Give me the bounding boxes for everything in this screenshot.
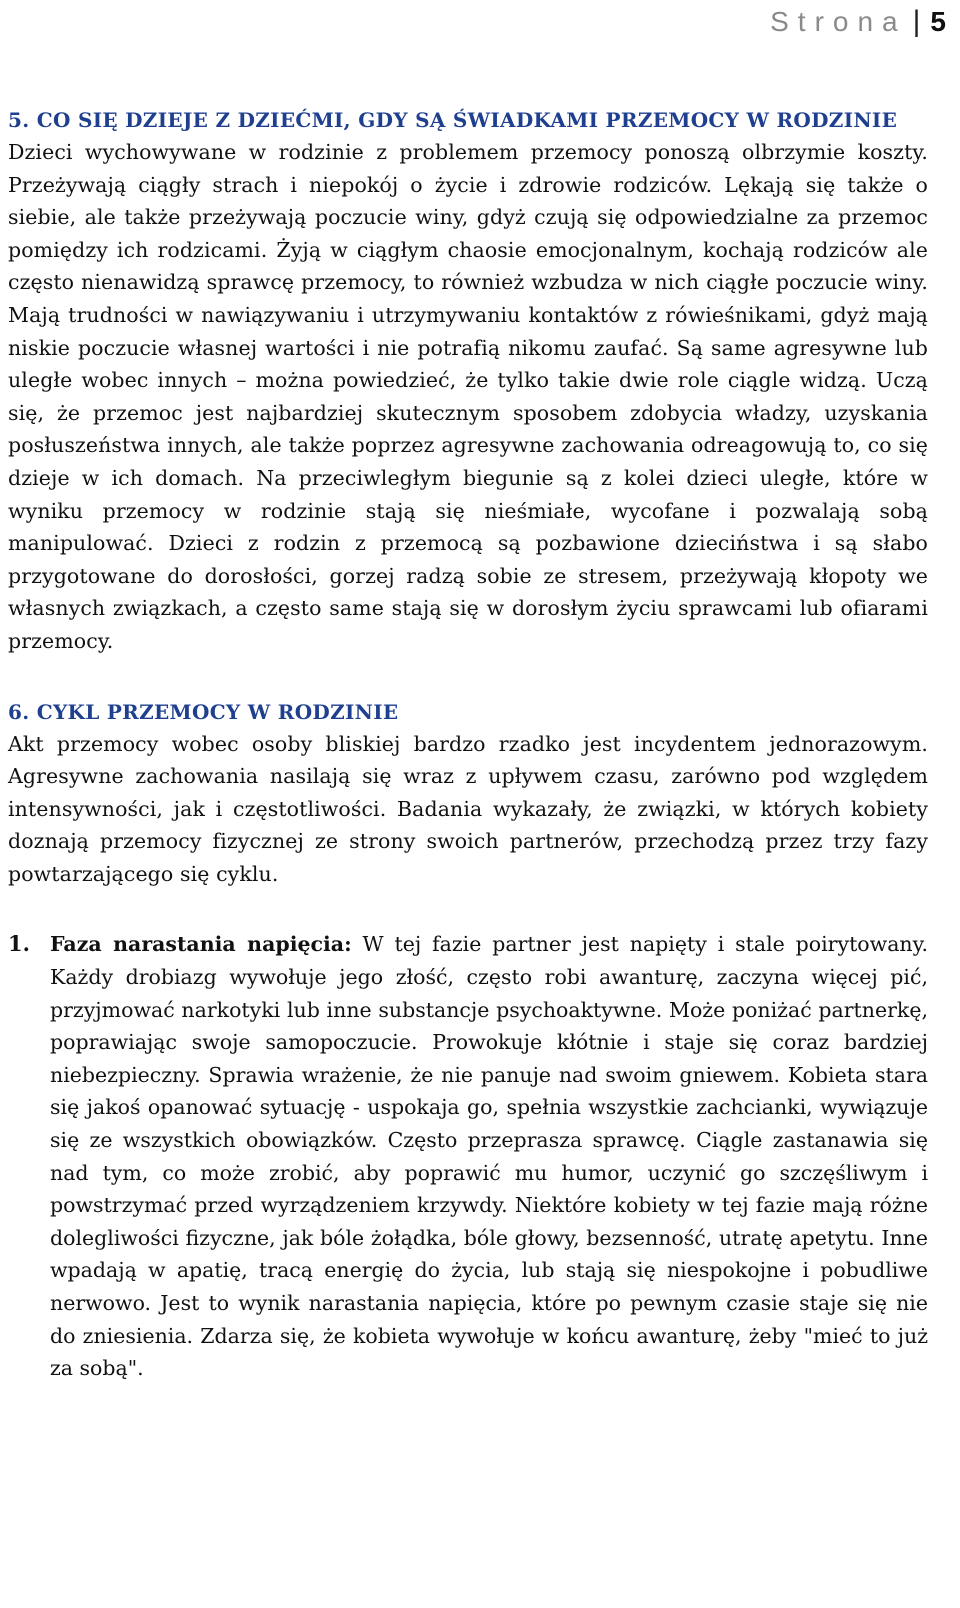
header-separator: | [912, 5, 921, 38]
section-spacer [8, 658, 928, 696]
section-6-heading: 6. CYKL PRZEMOCY W RODZINIE [8, 699, 399, 724]
header-word: Strona [770, 6, 907, 37]
phase-description [50, 928, 928, 1384]
list-marker: 1. [8, 931, 30, 957]
page-number: 5 [930, 6, 946, 37]
section-spacer [8, 890, 928, 928]
list-item [8, 928, 928, 1384]
page-content [8, 104, 928, 1385]
phase-text: W tej fazie partner jest napięty i stale poirytowany. Każdy drobiazg wywołuje jego złość, często robi awanturę, zaczyna więcej pić, przyjmować narkotyki lub inne substancje psychoaktywne. Może poniżać partnerkę, poprawiając swoje samopoczucie. Prowokuje kłótnie i staje się coraz bardziej niebezpieczny. Sprawia wrażenie, że nie panuje nad swoim gniewem. Kobieta stara się jakoś opanować sytuację - uspokaja go, spełnia wszystkie zachcianki, wywiązuje się ze wszystkich obowiązków. Często przeprasza sprawcę. Ciągle zastanawia się nad tym, co może zrobić, aby poprawić mu humor, uczynić go szczęśliwym i powstrzymać przed wyrządzeniem krzywdy. Niektóre kobiety w tej fazie mają różne dolegliwości fizyczne, jak bóle żołądka, bóle głowy, bezsenność, utratę apetytu. Inne wpadają w apatię, tracą energię do życia, lub stają się niespokojne i pobudliwe nerwowo. Jest to wynik narastania napięcia, które po pewnym czasie staje się nie do zniesienia. Zdarza się, że kobieta wywołuje w końcu awanturę, żeby "mieć to już za sobą". [50, 932, 928, 1381]
phase-list [8, 928, 928, 1384]
section-6-paragraph: Akt przemocy wobec osoby bliskiej bardzo rzadko jest incydentem jednorazowym. Agresywne zachowania nasilają się wraz z upływem czasu, zarówno pod względem intensywności, jak i częstotliwości. Badania wykazały, że związki, w których kobiety doznają przemocy fizycznej ze strony swoich partnerów, przechodzą przez trzy fazy powtarzającego się cyklu. [8, 731, 928, 886]
page-header [770, 2, 946, 42]
section-5-heading: 5. CO SIĘ DZIEJE Z DZIEĆMI, GDY SĄ ŚWIADKAMI PRZEMOCY W RODZINIE [8, 108, 898, 132]
section-5-paragraph: Dzieci wychowywane w rodzinie z problemem przemocy ponoszą olbrzymie koszty. Przeżywają ciągły strach i niepokój o życie i zdrowie rodziców. Lękają się także o siebie, ale także przeżywają poczucie winy, gdyż czują się odpowiedzialne za przemoc pomiędzy ich rodzicami. Żyją w ciągłym chaosie emocjonalnym, kochają rodziców ale często nienawidzą sprawcę przemocy, to również wzbudza w nich ciągłe poczucie winy. Mają trudności w nawiązywaniu i utrzymywaniu kontaktów z rówieśnikami, gdyż mają niskie poczucie własnej wartości i nie potrafią nikomu zaufać. Są same agresywne lub uległe wobec innych – można powiedzieć, że tylko takie dwie role ciągle widzą. Uczą się, że przemoc jest najbardziej skutecznym sposobem zdobycia władzy, uzyskania posłuszeństwa innych, ale także poprzez agresywne zachowania odreagowują to, co się dzieje w ich domach. Na przeciwległym biegunie są z kolei dzieci uległe, które w wyniku przemocy w rodzinie stają się nieśmiałe, wycofane i pozwalają sobą manipulować. Dzieci z rodzin z przemocą są pozbawione dzieciństwa i są słabo przygotowane do dorosłości, gorzej radzą sobie ze stresem, przeżywają kłopoty we własnych związkach, a często same stają się w dorosłym życiu sprawcami lub ofiarami przemocy. [8, 140, 928, 653]
phase-title: Faza narastania napięcia: [50, 932, 352, 957]
